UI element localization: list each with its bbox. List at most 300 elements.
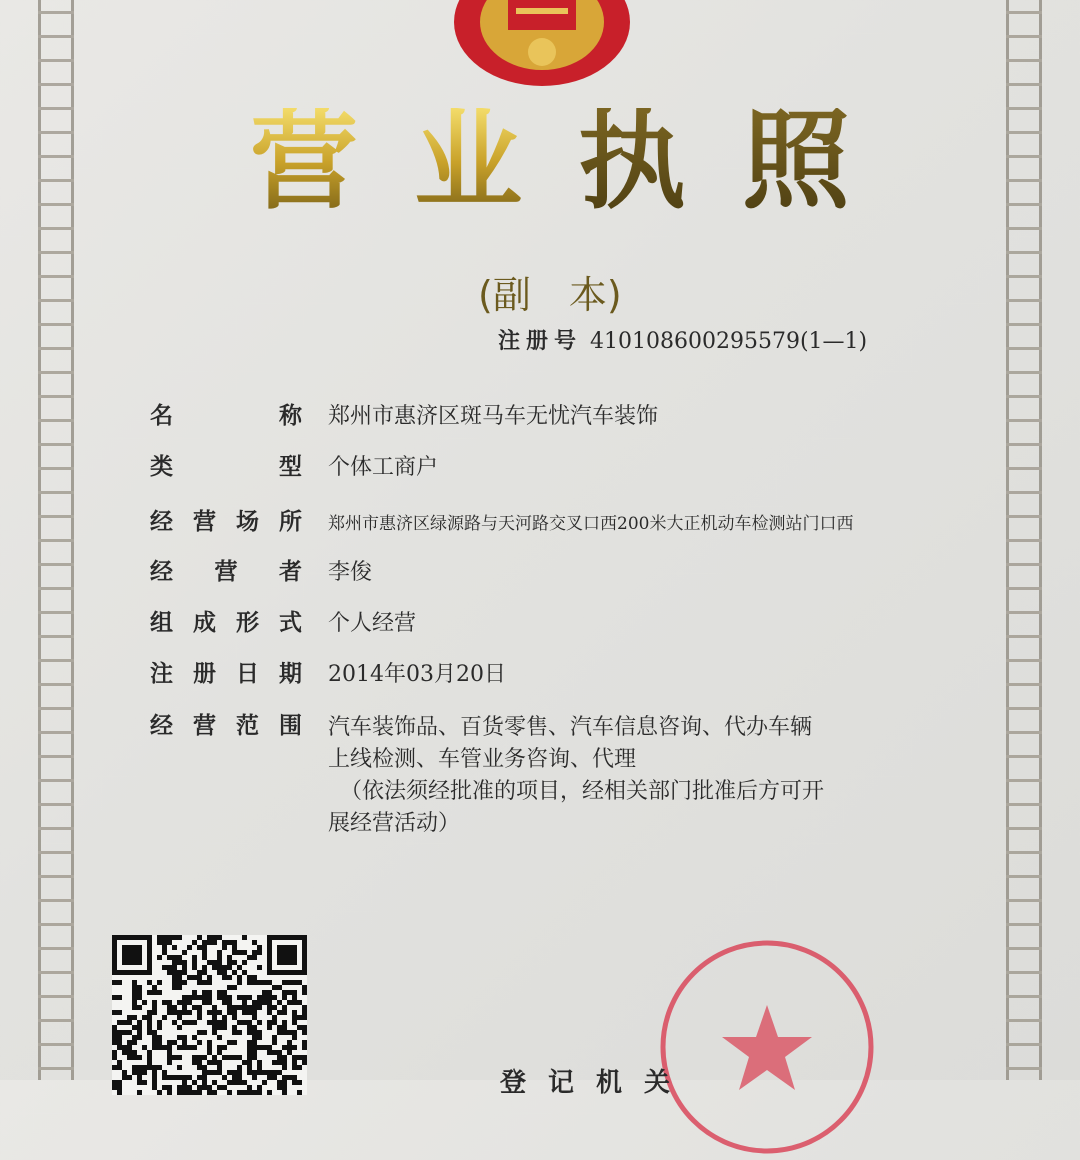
qr-module [282,1005,287,1010]
qr-module [292,1030,297,1035]
qr-module [247,1055,252,1060]
qr-module [257,1090,262,1095]
qr-module [252,980,257,985]
qr-module [217,1050,222,1055]
qr-module [267,1025,272,1030]
qr-module [122,1030,127,1035]
qr-module [127,1030,132,1035]
qr-module [112,1035,117,1040]
qr-module [267,1000,272,1005]
qr-module [222,1020,227,1025]
qr-module [267,1045,272,1050]
qr-module [152,1030,157,1035]
qr-module [262,1045,267,1050]
qr-module [137,1070,142,1075]
qr-module [202,1085,207,1090]
qr-module [217,1060,222,1065]
qr-module [127,1045,132,1050]
qr-module [257,1000,262,1005]
qr-module [197,980,202,985]
qr-module [112,1025,117,1030]
qr-module [212,940,217,945]
qr-module [187,1020,192,1025]
qr-module [157,980,162,985]
label-char: 场 [236,509,259,535]
qr-module [292,1065,297,1070]
qr-module [282,1020,287,1025]
qr-module [287,980,292,985]
registration-authority-label: 登记机关 [500,1068,693,1098]
qr-module [132,1050,137,1055]
label-char: 所 [279,509,302,535]
qr-module [187,1045,192,1050]
qr-module [217,1070,222,1075]
qr-module [297,1025,302,1030]
qr-module [282,1045,287,1050]
qr-module [252,1055,257,1060]
qr-module [227,995,232,1000]
qr-module [212,1070,217,1075]
qr-module [272,1060,277,1065]
qr-module [182,960,187,965]
qr-module [207,975,212,980]
qr-module [162,945,167,950]
qr-module [117,995,122,1000]
qr-module [137,990,142,995]
qr-module [267,990,272,995]
qr-module [192,975,197,980]
qr-module [117,1020,122,1025]
qr-module [242,1090,247,1095]
qr-module [247,1090,252,1095]
qr-module [167,1000,172,1005]
qr-module [257,995,262,1000]
qr-module [162,1075,167,1080]
qr-module [147,990,152,995]
qr-module [237,1070,242,1075]
qr-module [212,960,217,965]
label-char: 营 [193,509,216,535]
qr-module [247,1025,252,1030]
qr-module [247,1065,252,1070]
qr-module [192,965,197,970]
qr-module [267,1075,272,1080]
qr-module [152,1035,157,1040]
qr-module [152,1045,157,1050]
qr-module [192,955,197,960]
qr-module [177,1055,182,1060]
qr-module [232,1025,237,1030]
qr-module [252,1025,257,1030]
qr-module [262,1080,267,1085]
label-char: 营 [193,713,216,739]
field-value: 郑州市惠济区斑马车无忧汽车装饰 [328,404,659,429]
field-row [150,707,328,740]
qr-module [237,980,242,985]
qr-module [247,1045,252,1050]
qr-module [137,1035,142,1040]
qr-module [162,1070,167,1075]
qr-module [222,1075,227,1080]
qr-module [292,1020,297,1025]
qr-module [212,965,217,970]
title-char: 业 [413,99,522,224]
qr-module [207,1090,212,1095]
qr-module [182,1045,187,1050]
qr-module [222,1025,227,1030]
qr-module [117,1080,122,1085]
qr-module [202,995,207,1000]
qr-module [292,1060,297,1065]
qr-module [257,1065,262,1070]
label-char: 期 [279,661,302,687]
qr-module [222,1055,227,1060]
qr-module [167,1050,172,1055]
qr-module [167,955,172,960]
qr-module [282,1080,287,1085]
qr-module [197,995,202,1000]
qr-module [237,1090,242,1095]
qr-module [247,1050,252,1055]
qr-module [302,1010,307,1015]
field-row [150,604,416,637]
qr-module [132,985,137,990]
field-row [150,553,372,586]
qr-module [162,1045,167,1050]
qr-module [272,1020,277,1025]
qr-module [297,1000,302,1005]
qr-module [282,1010,287,1015]
qr-module [137,995,142,1000]
qr-module [152,1010,157,1015]
qr-module [177,1015,182,1020]
qr-module [157,1020,162,1025]
qr-module [197,1010,202,1015]
qr-module [122,1070,127,1075]
qr-module [177,1065,182,1070]
qr-module [292,1075,297,1080]
qr-module [117,1010,122,1015]
qr-module [182,1035,187,1040]
qr-module [222,970,227,975]
qr-module [202,1000,207,1005]
qr-module [257,945,262,950]
qr-module [242,1005,247,1010]
qr-module [197,1030,202,1035]
qr-module [192,1055,197,1060]
title-char: 营 [250,99,359,224]
qr-module [197,1090,202,1095]
qr-module [267,1090,272,1095]
qr-module [112,1055,117,1060]
qr-module [267,1050,272,1055]
qr-module [187,1085,192,1090]
qr-module [117,1045,122,1050]
qr-module [287,1000,292,1005]
qr-module [187,1000,192,1005]
qr-module [147,980,152,985]
qr-module [137,1055,142,1060]
qr-module [137,1030,142,1035]
qr-module [137,1005,142,1010]
qr-module [247,1085,252,1090]
qr-module [217,990,222,995]
scope-line: 上线检测、车管业务咨询、代理 [328,747,637,772]
qr-module [242,960,247,965]
qr-module [242,970,247,975]
qr-module [207,1010,212,1015]
qr-module [217,965,222,970]
qr-module [297,1055,302,1060]
qr-module [282,1085,287,1090]
qr-module [227,1010,232,1015]
label-char: 形 [236,610,259,636]
qr-module [122,1050,127,1055]
qr-module [207,1020,212,1025]
qr-module [112,1010,117,1015]
qr-module [202,955,207,960]
qr-module [267,1070,272,1075]
field-value: 李俊 [328,560,373,585]
label-char: 注 [150,661,173,687]
qr-module [167,1090,172,1095]
qr-module [132,1070,137,1075]
scope-line: （依法须经批准的项目，经相关部门批准后方可开 [340,779,825,804]
qr-module [182,1005,187,1010]
qr-module [182,950,187,955]
label-char: 经 [150,509,173,535]
qr-module [172,1005,177,1010]
qr-module [217,970,222,975]
qr-module [202,990,207,995]
qr-module [172,965,177,970]
label-char: 式 [279,610,302,636]
qr-module [247,980,252,985]
qr-module [257,1045,262,1050]
qr-module [147,1025,152,1030]
qr-module [167,1075,172,1080]
qr-module [147,1015,152,1020]
qr-module [262,1070,267,1075]
qr-module [302,1030,307,1035]
qr-module [132,1015,137,1020]
qr-module [227,1000,232,1005]
qr-module [302,1060,307,1065]
qr-module [167,1085,172,1090]
qr-module [297,1065,302,1070]
qr-module [112,1030,117,1035]
qr-module [227,940,232,945]
qr-module [217,1035,222,1040]
qr-module [187,995,192,1000]
qr-module [197,1005,202,1010]
qr-module [132,1040,137,1045]
qr-module [167,1010,172,1015]
qr-module [277,1050,282,1055]
qr-module [297,1090,302,1095]
qr-module [227,955,232,960]
qr-module [197,1015,202,1020]
qr-module [272,1005,277,1010]
qr-module [137,1090,142,1095]
qr-module [292,1015,297,1020]
qr-module [202,950,207,955]
qr-module [187,1075,192,1080]
qr-module [177,1025,182,1030]
qr-module [127,1015,132,1020]
qr-module [302,1005,307,1010]
qr-module [257,1035,262,1040]
qr-module [232,970,237,975]
qr-module [177,975,182,980]
qr-module [232,1075,237,1080]
label-char: 册 [193,661,216,687]
qr-module [282,995,287,1000]
qr-module [142,1045,147,1050]
qr-module [192,1090,197,1095]
qr-module [232,1030,237,1035]
qr-module [177,955,182,960]
qr-module [257,1005,262,1010]
label-char: 者 [279,559,302,585]
qr-module [282,1055,287,1060]
registration-value: 410108600295579(1—1) [590,329,868,354]
qr-module [247,1020,252,1025]
qr-module [272,995,277,1000]
qr-module [207,960,212,965]
field-row [150,655,506,688]
qr-module [257,1060,262,1065]
qr-module [132,1065,137,1070]
qr-module [182,1000,187,1005]
qr-module [252,1035,257,1040]
qr-module [287,1075,292,1080]
qr-module [167,965,172,970]
qr-module [287,990,292,995]
qr-module [202,945,207,950]
qr-module [302,1040,307,1045]
qr-module [262,980,267,985]
field-value: 郑州市惠济区绿源路与天河路交叉口西200米大正机动车检测站门口西 [328,514,854,534]
qr-module [287,1045,292,1050]
qr-module [252,1005,257,1010]
official-seal [655,935,880,1160]
qr-module [292,1000,297,1005]
label-char: 围 [279,713,302,739]
qr-module [187,945,192,950]
qr-module [237,965,242,970]
qr-module [212,1090,217,1095]
qr-module [297,980,302,985]
qr-module [152,990,157,995]
qr-module [122,1075,127,1080]
qr-module [232,1070,237,1075]
label-char: 经 [150,559,173,585]
qr-module [187,1090,192,1095]
field-label [150,655,302,688]
qr-module [172,955,177,960]
qr-module [127,1050,132,1055]
qr-module [232,1080,237,1085]
qr-module [207,1070,212,1075]
qr-module [252,1030,257,1035]
qr-module [222,945,227,950]
qr-module [242,950,247,955]
field-value: 2014年03月20日 [328,662,506,687]
qr-module [277,1010,282,1015]
qr-module [272,1070,277,1075]
qr-module [252,1040,257,1045]
qr-module [117,1065,122,1070]
qr-module [197,975,202,980]
qr-module [142,1065,147,1070]
qr-module [112,1050,117,1055]
qr-module [222,1000,227,1005]
qr-module [277,1070,282,1075]
qr-module [272,1035,277,1040]
qr-module [217,1020,222,1025]
decorative-border-right [1006,0,1042,1080]
qr-code [112,935,307,1095]
qr-module [237,1055,242,1060]
qr-module [177,980,182,985]
qr-module [117,1090,122,1095]
qr-module [202,940,207,945]
qr-module [202,965,207,970]
qr-module [207,1040,212,1045]
qr-module [292,1055,297,1060]
qr-module [232,1010,237,1015]
qr-module [132,1025,137,1030]
qr-module [152,985,157,990]
qr-module [202,1065,207,1070]
field-label [150,707,302,740]
qr-module [177,1010,182,1015]
qr-module [242,995,247,1000]
qr-module [177,935,182,940]
qr-module [172,935,177,940]
qr-module [192,1045,197,1050]
qr-module [202,1075,207,1080]
qr-module [122,1020,127,1025]
qr-module [157,1065,162,1070]
qr-module [177,1035,182,1040]
qr-module [222,940,227,945]
qr-module [157,935,162,940]
qr-module [157,955,162,960]
qr-module [112,1080,117,1085]
qr-module [297,1015,302,1020]
qr-module [247,975,252,980]
qr-module [267,1020,272,1025]
qr-module [167,970,172,975]
qr-module [177,1075,182,1080]
qr-module [137,985,142,990]
qr-module [282,1075,287,1080]
qr-module [137,1080,142,1085]
qr-module [277,1055,282,1060]
qr-module [142,1015,147,1020]
registration-number [498,324,867,355]
qr-module [232,1015,237,1020]
qr-module [112,1065,117,1070]
qr-module [177,1085,182,1090]
qr-module [147,1050,152,1055]
qr-module [192,995,197,1000]
qr-module [277,1085,282,1090]
qr-module [157,1045,162,1050]
label-char: 名 [150,403,173,429]
